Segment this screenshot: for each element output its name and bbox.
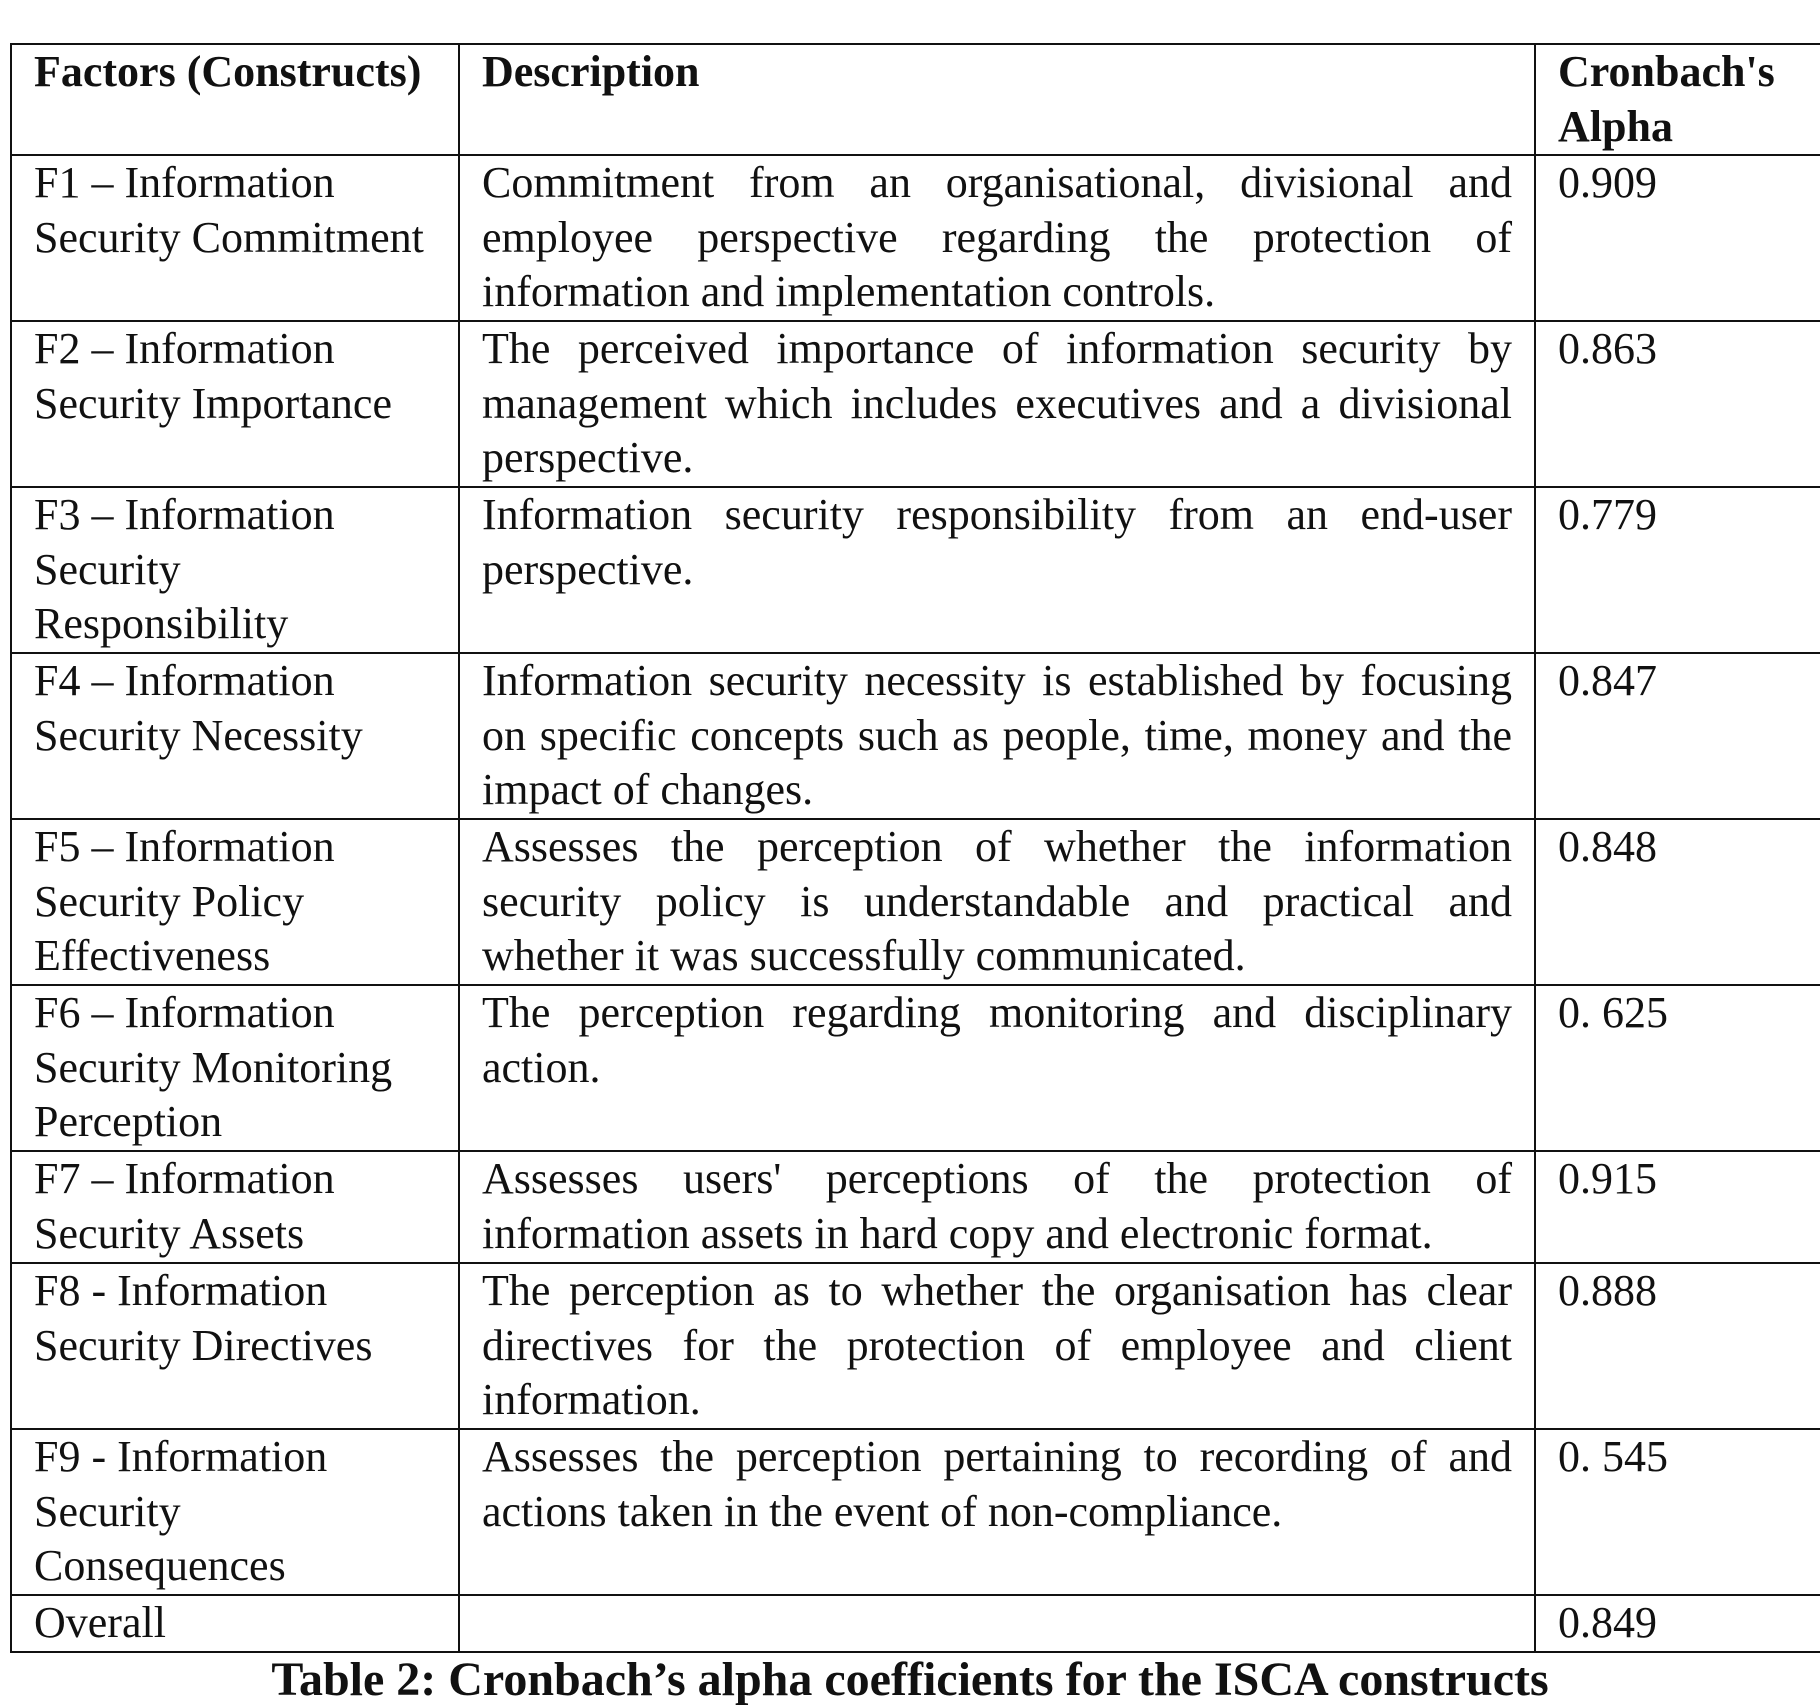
- description-cell: [459, 1595, 1535, 1652]
- cronbach-alpha-table: [10, 43, 1820, 1653]
- table-row: [11, 487, 1820, 653]
- factor-cell: F6 – Information Security Monitoring Perception: [11, 985, 459, 1151]
- description-cell: The perception as to whether the organisation has clear directives for the protection of employee and client information.: [459, 1263, 1535, 1429]
- description-cell: Assesses users' perceptions of the protection of information assets in hard copy and electronic format.: [459, 1151, 1535, 1263]
- description-cell: Commitment from an organisational, divisional and employee perspective regarding the protection of information and implementation controls.: [459, 155, 1535, 321]
- table-row: [11, 1429, 1820, 1595]
- factor-cell: F7 – Information Security Assets: [11, 1151, 459, 1263]
- description-cell: The perception regarding monitoring and disciplinary action.: [459, 985, 1535, 1151]
- table-row: [11, 1151, 1820, 1263]
- factor-cell: F4 – Information Security Necessity: [11, 653, 459, 819]
- table-row: [11, 985, 1820, 1151]
- header-alpha: Cronbach's Alpha: [1535, 44, 1820, 155]
- description-cell: Information security necessity is established by focusing on specific concepts such as people, time, money and the impact of changes.: [459, 653, 1535, 819]
- alpha-cell: 0.847: [1535, 653, 1820, 819]
- table-row: [11, 1263, 1820, 1429]
- table-caption: Table 2: Cronbach’s alpha coefficients for the ISCA constructs: [271, 1653, 1549, 1706]
- alpha-cell: 0.888: [1535, 1263, 1820, 1429]
- alpha-cell: 0.848: [1535, 819, 1820, 985]
- alpha-table-container: [10, 43, 1820, 1653]
- table-row: [11, 819, 1820, 985]
- header-description: Description: [459, 44, 1535, 155]
- factor-cell: F8 - Information Security Directives: [11, 1263, 459, 1429]
- description-cell: Information security responsibility from an end-user perspective.: [459, 487, 1535, 653]
- factor-cell: F9 - Information Security Consequences: [11, 1429, 459, 1595]
- description-cell: The perceived importance of information security by management which includes executives and a divisional perspective.: [459, 321, 1535, 487]
- description-cell: Assesses the perception of whether the information security policy is understandable and practical and whether it was successfully communicated.: [459, 819, 1535, 985]
- alpha-cell: 0. 545: [1535, 1429, 1820, 1595]
- alpha-cell: 0. 625: [1535, 985, 1820, 1151]
- alpha-cell: 0.909: [1535, 155, 1820, 321]
- overall-row: [11, 1595, 1820, 1652]
- alpha-cell: 0.915: [1535, 1151, 1820, 1263]
- factor-cell: F5 – Information Security Policy Effectiveness: [11, 819, 459, 985]
- factor-cell: F3 – Information Security Responsibility: [11, 487, 459, 653]
- table-row: [11, 653, 1820, 819]
- factor-cell: Overall: [11, 1595, 459, 1652]
- header-factors: Factors (Constructs): [11, 44, 459, 155]
- factor-cell: F1 – Information Security Commitment: [11, 155, 459, 321]
- alpha-cell: 0.863: [1535, 321, 1820, 487]
- table-row: [11, 321, 1820, 487]
- table-header-row: [11, 44, 1820, 155]
- table-row: [11, 155, 1820, 321]
- factor-cell: F2 – Information Security Importance: [11, 321, 459, 487]
- description-cell: Assesses the perception pertaining to recording of and actions taken in the event of non-compliance.: [459, 1429, 1535, 1595]
- alpha-cell: 0.849: [1535, 1595, 1820, 1652]
- alpha-cell: 0.779: [1535, 487, 1820, 653]
